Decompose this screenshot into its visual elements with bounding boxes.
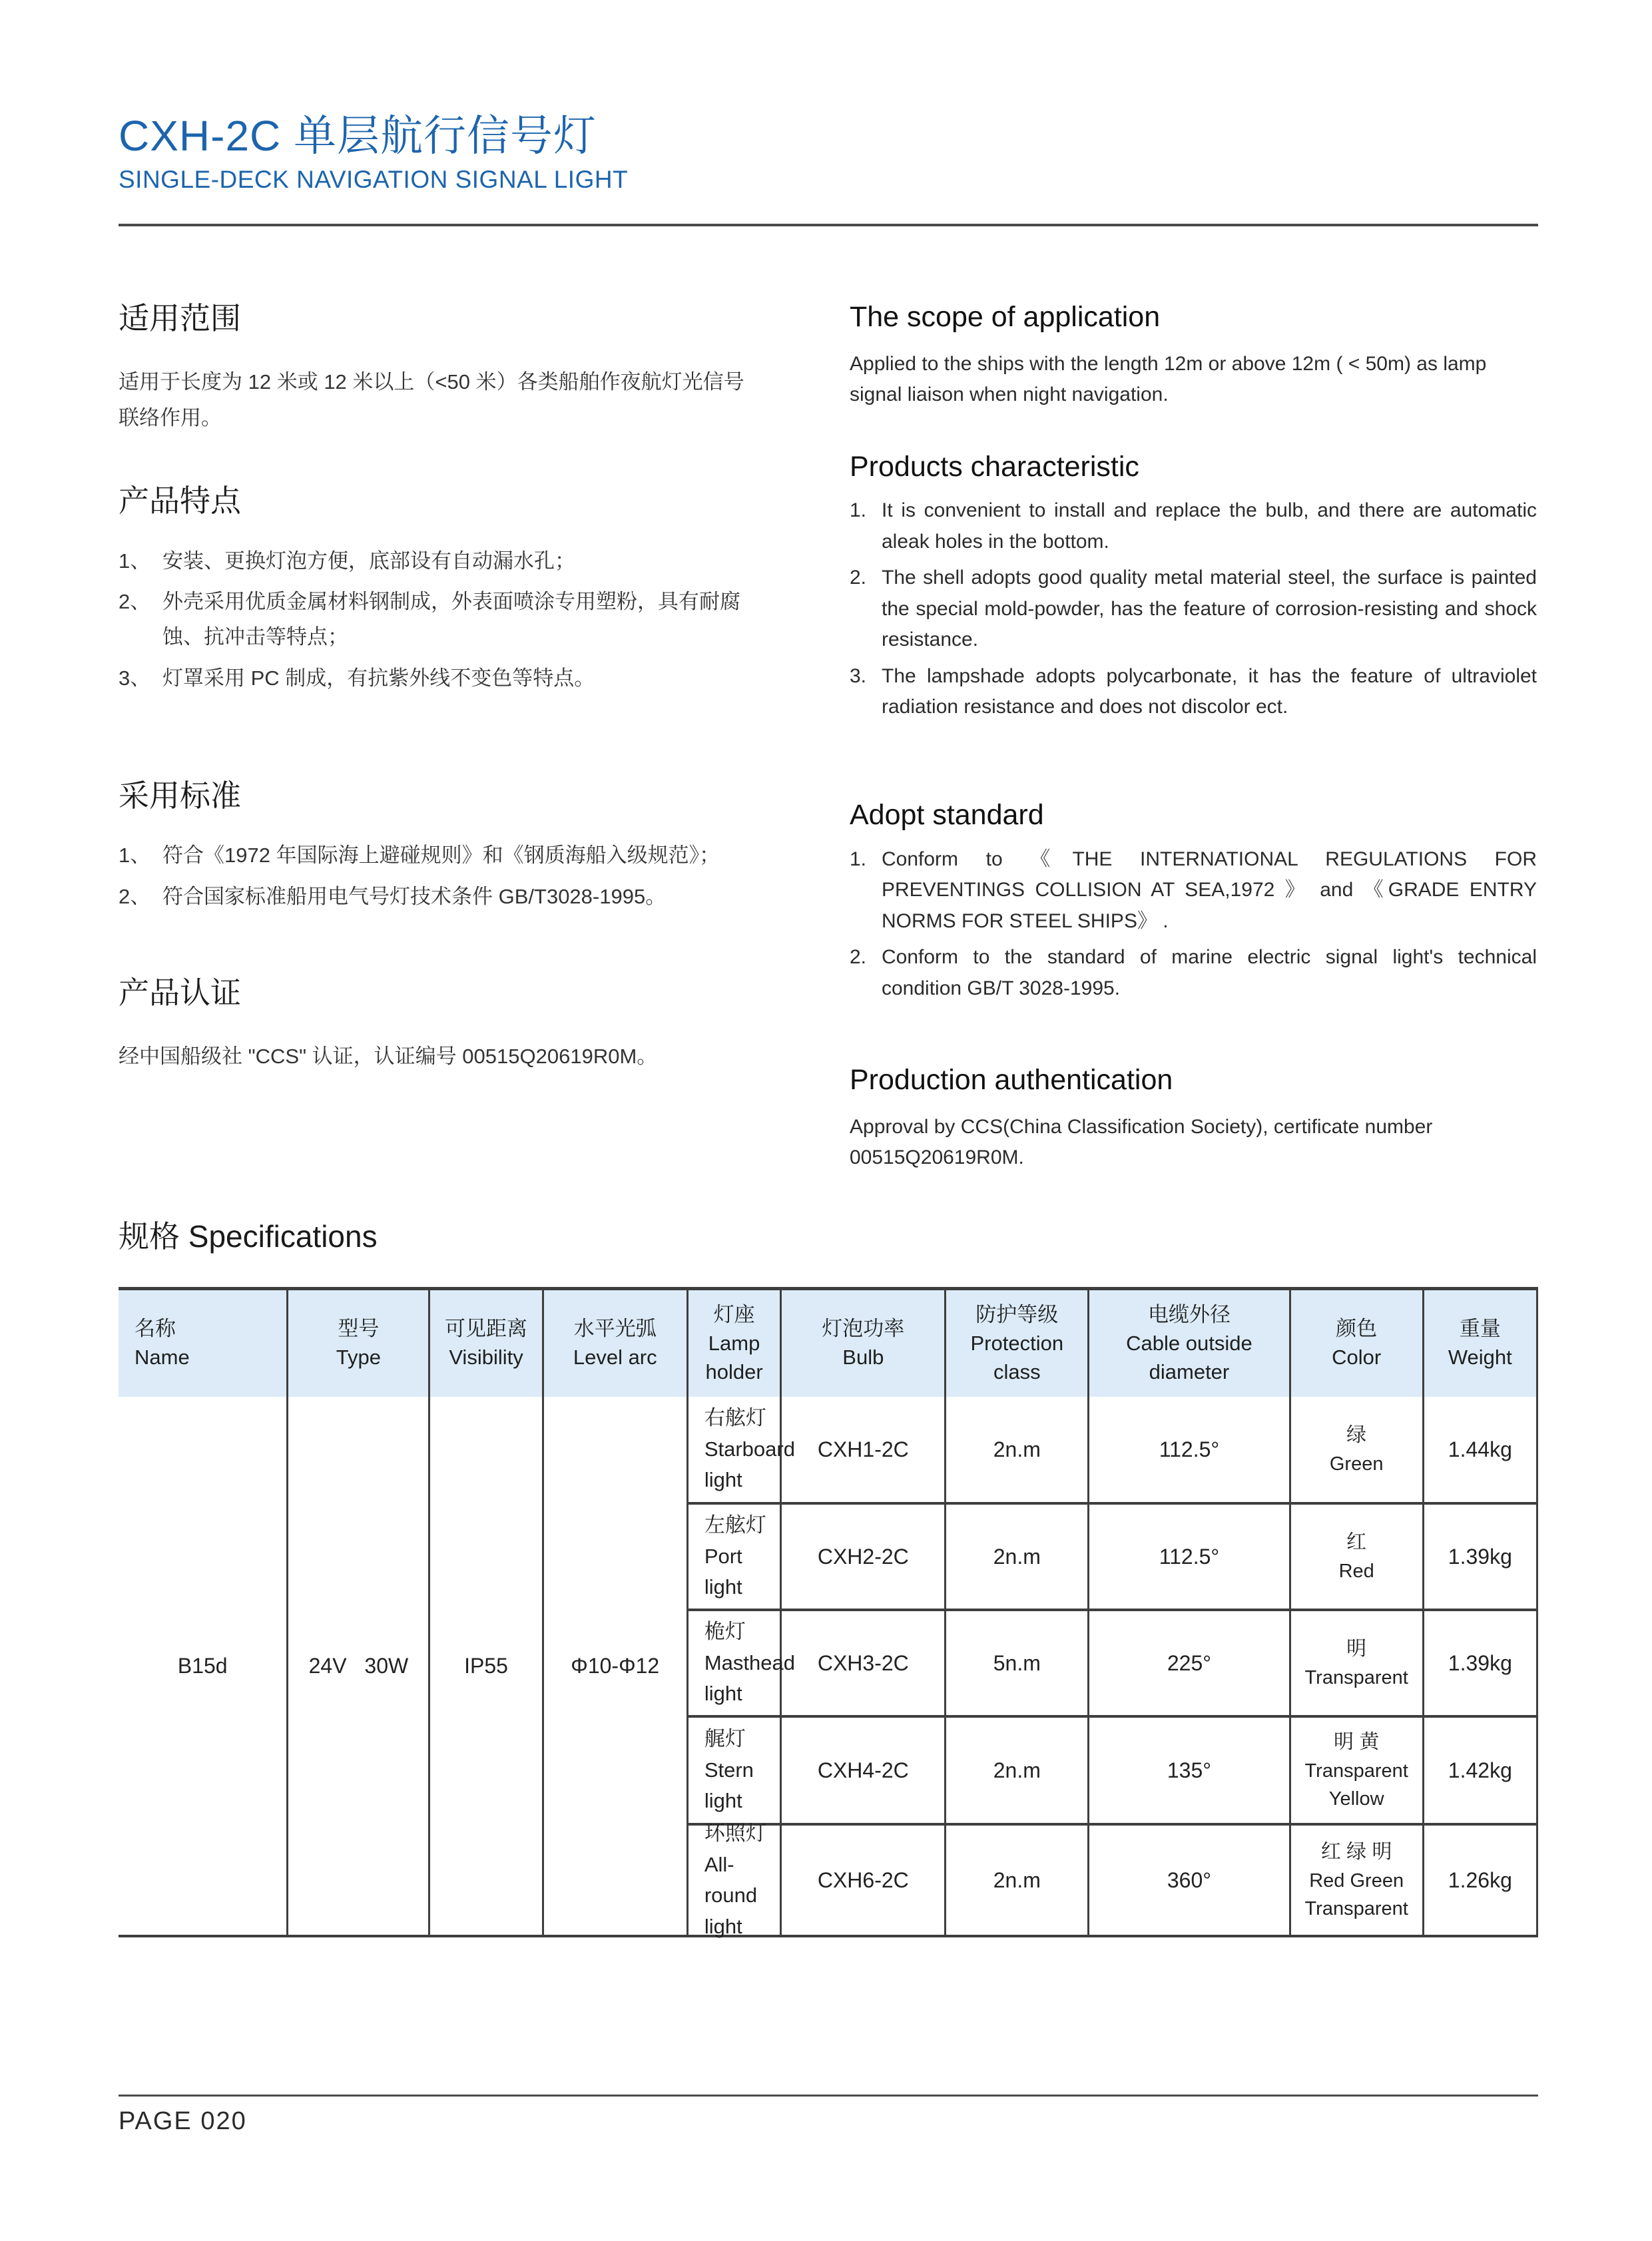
cell-color-zh: 红 — [1346, 1531, 1367, 1554]
list-item-text: 安装、更换灯泡方便，底部设有自动漏水孔； — [162, 549, 575, 573]
list-item-text: Conform to 《THE INTERNATIONAL REGULATIONS FOR PREVENTINGS COLLISION AT SEA,1972 》 and 《GRADE ENTRY NORMS FOR STEEL SHIPS》 . — [882, 848, 1537, 932]
cell-name-zh: 左舷灯 — [704, 1513, 766, 1537]
list-item-text: 符合《1972 年国际海上避碰规则》和《钢质海船入级规范》； — [162, 844, 720, 868]
column-header-en: Lamp holder — [705, 1331, 763, 1383]
cell-name — [688, 1822, 782, 1938]
list-item-number: 1. — [850, 499, 867, 522]
column-header-zh: 水平光弧 — [573, 1317, 657, 1341]
column-gap — [752, 300, 850, 1200]
column-header-zh: 颜色 — [1336, 1317, 1378, 1341]
cell-level-arc: 135° — [1089, 1715, 1290, 1823]
cell-visibility: 2n.m — [946, 1823, 1089, 1935]
list-item-number: 2、 — [119, 884, 151, 908]
cell-color-zh: 明 黄 — [1334, 1731, 1380, 1754]
cell-color-en: Red Green Transparent — [1304, 1869, 1408, 1919]
cell-weight: 1.42kg — [1424, 1715, 1536, 1823]
list-item-text: The shell adopts good quality metal material steel, the surface is painted the special mold-powder, has the feature of corrosion-resisting and shock resistance. — [882, 567, 1537, 651]
list-item-number: 1. — [850, 848, 867, 870]
two-column-body — [119, 300, 1538, 1200]
column-header-zh: 名称 — [135, 1317, 176, 1341]
column-header-zh: 型号 — [338, 1317, 380, 1341]
cell-type: CXH4-2C — [782, 1715, 946, 1823]
column-header-en: Weight — [1448, 1346, 1512, 1370]
cell-color-en: Green — [1329, 1453, 1384, 1475]
column-header-en: Type — [336, 1346, 382, 1370]
cell-name — [688, 1609, 795, 1715]
cell-color-en: Transparent Yellow — [1304, 1760, 1408, 1810]
cell-color-zh: 红 绿 明 — [1320, 1841, 1392, 1864]
list-item-number: 1、 — [119, 844, 151, 868]
list-item — [119, 879, 752, 914]
cell-name-en: Starboard light — [704, 1437, 795, 1492]
column-header-en: Protection class — [970, 1331, 1064, 1383]
column-header-en: Bulb — [842, 1346, 884, 1370]
cell-bulb-shared: 24V 30W — [288, 1397, 430, 1935]
features-list-zh — [119, 543, 752, 696]
list-item-text: 灯罩采用 PC 制成，有抗紫外线不变色等特点。 — [162, 666, 595, 690]
page-number: PAGE 020 — [119, 2107, 247, 2136]
list-item-text: 外壳采用优质金属材料钢制成，外表面喷涂专用塑粉，具有耐腐蚀、抗冲击等特点； — [162, 589, 740, 649]
cell-color — [1291, 1823, 1424, 1935]
column-header-color — [1291, 1290, 1424, 1397]
cell-weight: 1.39kg — [1424, 1502, 1536, 1609]
column-header-zh: 电缆外径 — [1147, 1303, 1231, 1327]
footer-divider — [119, 2095, 1538, 2097]
cell-name-en: All-round light — [704, 1852, 758, 1938]
cell-name-en: Stern light — [704, 1758, 754, 1813]
cell-weight: 1.39kg — [1424, 1609, 1536, 1715]
section-heading-standard-en: Adopt standard — [850, 798, 1044, 831]
section-body-certification-en: Approval by CCS(China Classification Society), certificate number 00515Q20619R0M. — [850, 1115, 1433, 1169]
list-item-text: Conform to the standard of marine electric signal light's technical condition GB/T 3028-1995. — [882, 946, 1537, 999]
list-item-text: It is convenient to install and replace the bulb, and there are automatic aleak holes in the bottom. — [882, 499, 1537, 553]
list-item-text: 符合国家标准船用电气号灯技术条件 GB/T3028-1995。 — [162, 884, 667, 908]
list-item-number: 2. — [850, 567, 867, 589]
cell-type: CXH3-2C — [782, 1609, 946, 1715]
column-header-level-arc — [544, 1290, 688, 1397]
column-header-lamp-holder — [688, 1290, 782, 1397]
cell-color-zh: 绿 — [1346, 1424, 1367, 1447]
cell-type: CXH2-2C — [782, 1502, 946, 1609]
list-item — [850, 495, 1537, 557]
specifications-table — [119, 1287, 1538, 1937]
column-header-cable — [1089, 1290, 1290, 1397]
page-title: CXH-2C 单层航行信号灯 — [119, 112, 597, 160]
cell-weight: 1.44kg — [1448, 1437, 1512, 1461]
features-list-en — [850, 495, 1537, 723]
list-item — [119, 838, 752, 873]
cell-color — [1291, 1609, 1424, 1715]
section-heading-certification-zh: 产品认证 — [119, 975, 241, 1010]
column-header-zh: 可见距离 — [445, 1317, 528, 1341]
cell-name-en: Masthead light — [704, 1650, 795, 1706]
cell-color-en: Transparent — [1304, 1666, 1408, 1688]
cell-type: CXH6-2C — [782, 1823, 946, 1935]
standard-list-zh — [119, 838, 752, 914]
cell-cable-shared: Φ10-Φ12 — [544, 1397, 688, 1935]
cell-visibility: 5n.m — [946, 1609, 1089, 1715]
cell-lamp-holder-shared: B15d — [119, 1397, 288, 1935]
cell-color-en: Red — [1338, 1560, 1374, 1582]
section-body-scope-en: Applied to the ships with the length 12m or above 12m ( < 50m) as lamp signal liaison when night navigation. — [850, 352, 1487, 406]
column-header-zh: 防护等级 — [975, 1303, 1059, 1327]
section-body-scope-zh: 适用于长度为 12 米或 12 米以上（<50 米）各类船舶作夜航灯光信号联络作用。 — [119, 370, 744, 429]
list-item-number: 2. — [850, 946, 867, 969]
english-column — [850, 300, 1537, 1200]
list-item-text: The lampshade adopts polycarbonate, it has the feature of ultraviolet radiation resistance and does not discolor ect. — [882, 664, 1537, 718]
column-header-zh: 灯座 — [713, 1303, 755, 1327]
cell-name-zh: 右舷灯 — [704, 1406, 766, 1430]
list-item — [119, 584, 752, 655]
cell-level-arc: 225° — [1089, 1609, 1290, 1715]
cell-level-arc: 112.5° — [1089, 1397, 1290, 1502]
cell-name-zh: 环照灯 — [704, 1822, 766, 1846]
list-item-number: 1、 — [119, 549, 151, 573]
list-item — [850, 661, 1537, 723]
section-heading-scope-zh: 适用范围 — [119, 300, 241, 336]
column-header-weight — [1424, 1290, 1536, 1397]
cell-protection-shared: IP55 — [430, 1397, 543, 1935]
list-item-number: 2、 — [119, 589, 151, 613]
column-header-bulb — [782, 1290, 946, 1397]
cell-name-en: Port light — [704, 1544, 742, 1599]
cell-visibility: 2n.m — [946, 1502, 1089, 1609]
column-header-type — [288, 1290, 430, 1397]
title-divider — [119, 224, 1538, 226]
cell-visibility: 2n.m — [946, 1715, 1089, 1823]
page-subtitle: SINGLE-DECK NAVIGATION SIGNAL LIGHT — [119, 165, 629, 193]
cell-color — [1291, 1715, 1424, 1823]
cell-level-arc: 112.5° — [1089, 1502, 1290, 1609]
cell-name — [688, 1397, 795, 1502]
cell-weight: 1.26kg — [1424, 1823, 1536, 1935]
column-header-en: Cable outside diameter — [1126, 1331, 1252, 1383]
list-item — [850, 942, 1537, 1004]
cell-color — [1291, 1502, 1424, 1609]
cell-name — [688, 1715, 782, 1823]
list-item-number: 3、 — [119, 666, 151, 690]
list-item — [850, 563, 1537, 656]
standard-list-en — [850, 844, 1537, 1005]
cell-name-zh: 桅灯 — [704, 1620, 746, 1644]
cell-type: CXH1-2C — [782, 1397, 946, 1502]
cell-name-zh: 艉灯 — [704, 1727, 746, 1751]
list-item-number: 3. — [850, 664, 867, 687]
section-heading-scope-en: The scope of application — [850, 300, 1161, 333]
column-header-visibility — [430, 1290, 543, 1397]
cell-color — [1291, 1397, 1424, 1502]
list-item — [119, 660, 752, 696]
cell-name — [688, 1502, 782, 1609]
column-header-en: Name — [135, 1346, 190, 1370]
section-heading-standard-zh: 采用标准 — [119, 778, 241, 813]
cell-level-arc: 360° — [1089, 1823, 1290, 1935]
column-header-zh: 灯泡功率 — [822, 1317, 905, 1341]
column-header-en: Color — [1332, 1346, 1382, 1370]
column-header-protection — [946, 1290, 1089, 1397]
list-item — [850, 844, 1537, 937]
chinese-column — [119, 300, 752, 1200]
column-header-en: Visibility — [449, 1346, 523, 1370]
list-item — [119, 543, 752, 579]
column-header-zh: 重量 — [1459, 1317, 1501, 1341]
column-header-en: Level arc — [573, 1346, 657, 1370]
section-heading-certification-en: Production authentication — [850, 1064, 1173, 1097]
section-body-certification-zh: 经中国船级社 "CCS" 认证，认证编号 00515Q20619R0M。 — [119, 1045, 658, 1069]
cell-visibility: 2n.m — [946, 1397, 1089, 1502]
section-heading-features-zh: 产品特点 — [119, 483, 241, 519]
page-content — [119, 0, 1538, 2136]
cell-color-zh: 明 — [1346, 1638, 1367, 1660]
specifications-heading: 规格 Specifications — [119, 1218, 378, 1254]
column-header-name — [119, 1290, 288, 1397]
section-heading-features-en: Products characteristic — [850, 450, 1139, 483]
